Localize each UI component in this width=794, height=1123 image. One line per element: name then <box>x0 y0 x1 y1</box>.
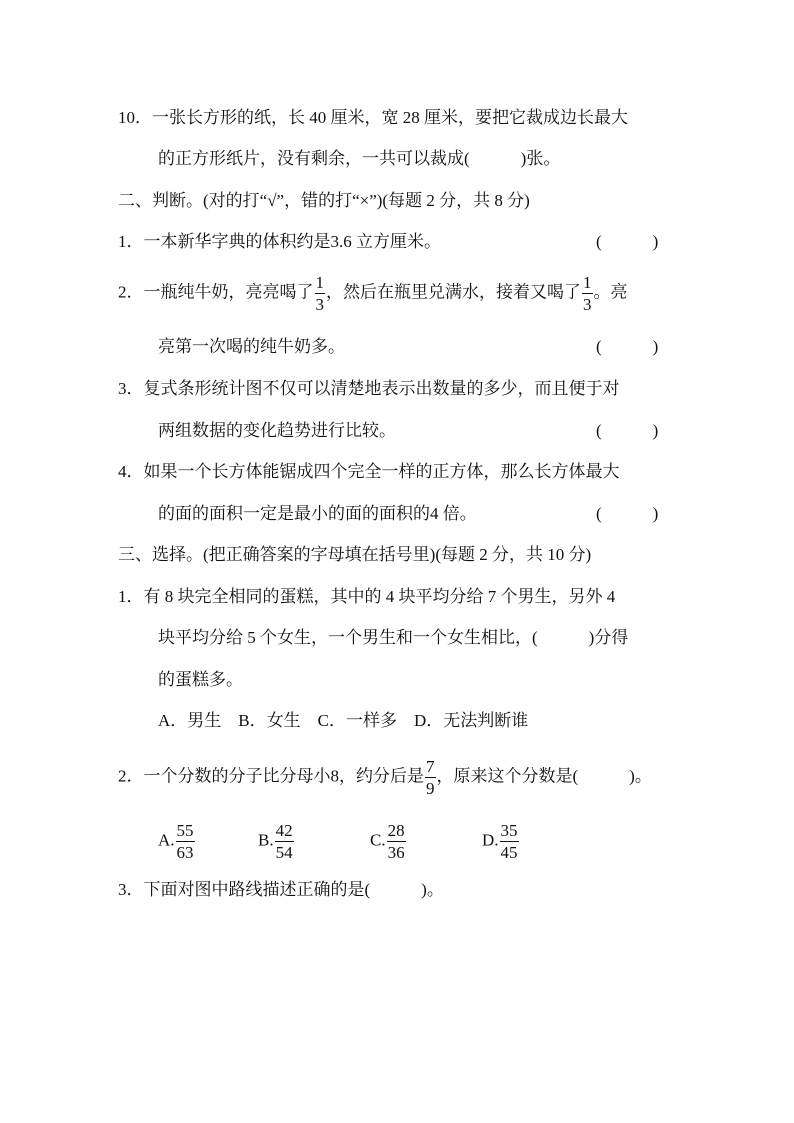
s2-q2-frac1-num: 1 <box>315 273 324 292</box>
s3-q3-line1: 3．下面对图中路线描述正确的是( )。 <box>118 880 444 899</box>
s3-q2-part2: ，原来这个分数是( )。 <box>436 766 652 786</box>
s3-q1-line2: 块平均分给 5 个女生，一个男生和一个女生相比，( )分得 <box>158 628 629 647</box>
s2-q2-frac2-num: 1 <box>583 273 592 292</box>
s2-q3-line2: 两组数据的变化趋势进行比较。 <box>158 421 396 440</box>
option-a-num: 55 <box>176 821 194 840</box>
s3-q2-frac-den: 9 <box>426 779 435 798</box>
s2-q2-part3: 。亮 <box>593 282 628 302</box>
s2-q2-fraction1 <box>315 274 326 313</box>
s3-q2-option-d <box>482 822 520 861</box>
s2-q1-line1: 1．一本新华字典的体积约是3.6 立方厘米。 <box>118 232 441 251</box>
s2-q1-answer-paren: ( ) <box>596 232 659 251</box>
section3-heading: 三、选择。(把正确答案的字母填在括号里)(每题 2 分，共 10 分) <box>118 545 592 564</box>
s2-q4-line1: 4．如果一个长方体能锯成四个完全一样的正方体，那么长方体最大 <box>118 462 620 481</box>
section2-heading: 二、判断。(对的打“√”，错的打“×”)(每题 2 分，共 8 分) <box>118 191 530 210</box>
q10-line2: 的正方形纸片，没有剩余，一共可以裁成( )张。 <box>158 149 561 168</box>
q10-line1: 10．一张长方形的纸，长 40 厘米，宽 28 厘米，要把它裁成边长最大 <box>118 108 628 127</box>
option-b-fraction <box>275 822 294 861</box>
option-d-fraction <box>500 822 519 861</box>
option-b-num: 42 <box>275 821 293 840</box>
s3-q2-part1: 2．一个分数的分子比分母小8，约分后是 <box>118 766 424 786</box>
s2-q2-frac1-den: 3 <box>315 295 324 314</box>
option-a-fraction <box>176 822 195 861</box>
option-c-num: 28 <box>387 821 405 840</box>
s2-q4-answer-paren: ( ) <box>596 504 659 523</box>
s2-q2-fraction2 <box>582 274 593 313</box>
s3-q1-line3: 的蛋糕多。 <box>158 670 243 689</box>
s2-q4-line2: 的面的面积一定是最小的面的面积的4 倍。 <box>158 504 477 523</box>
option-d-label: D. <box>482 830 499 850</box>
option-d-num: 35 <box>500 821 518 840</box>
s3-q2-fraction <box>425 758 436 797</box>
s2-q2-frac2-den: 3 <box>583 295 592 314</box>
s3-q2-option-c <box>370 822 407 861</box>
s2-q2-part2: ，然后在瓶里兑满水，接着又喝了 <box>326 282 581 302</box>
s2-q2-part1: 2．一瓶纯牛奶，亮亮喝了 <box>118 282 314 302</box>
s2-q2-line1 <box>118 274 628 313</box>
s3-q2-frac-num: 7 <box>426 757 435 776</box>
s3-q2-option-b <box>258 822 295 861</box>
s2-q3-line1: 3．复式条形统计图不仅可以清楚地表示出数量的多少，而且便于对 <box>118 379 620 398</box>
option-c-label: C. <box>370 830 386 850</box>
option-a-den: 63 <box>176 843 194 862</box>
option-c-den: 36 <box>387 843 405 862</box>
s3-q2-line1 <box>118 758 652 797</box>
option-a-label: A. <box>158 830 175 850</box>
option-b-den: 54 <box>275 843 293 862</box>
s2-q2-answer-paren: ( ) <box>596 337 659 356</box>
option-c-fraction <box>387 822 406 861</box>
s2-q2-line2: 亮第一次喝的纯牛奶多。 <box>158 337 345 356</box>
s3-q1-line1: 1．有 8 块完全相同的蛋糕，其中的 4 块平均分给 7 个男生，另外 4 <box>118 587 616 606</box>
s3-q2-option-a <box>158 822 196 861</box>
option-d-den: 45 <box>500 843 518 862</box>
option-b-label: B. <box>258 830 274 850</box>
s2-q3-answer-paren: ( ) <box>596 421 659 440</box>
s3-q1-options: A．男生 B．女生 C．一样多 D．无法判断谁 <box>158 711 529 730</box>
